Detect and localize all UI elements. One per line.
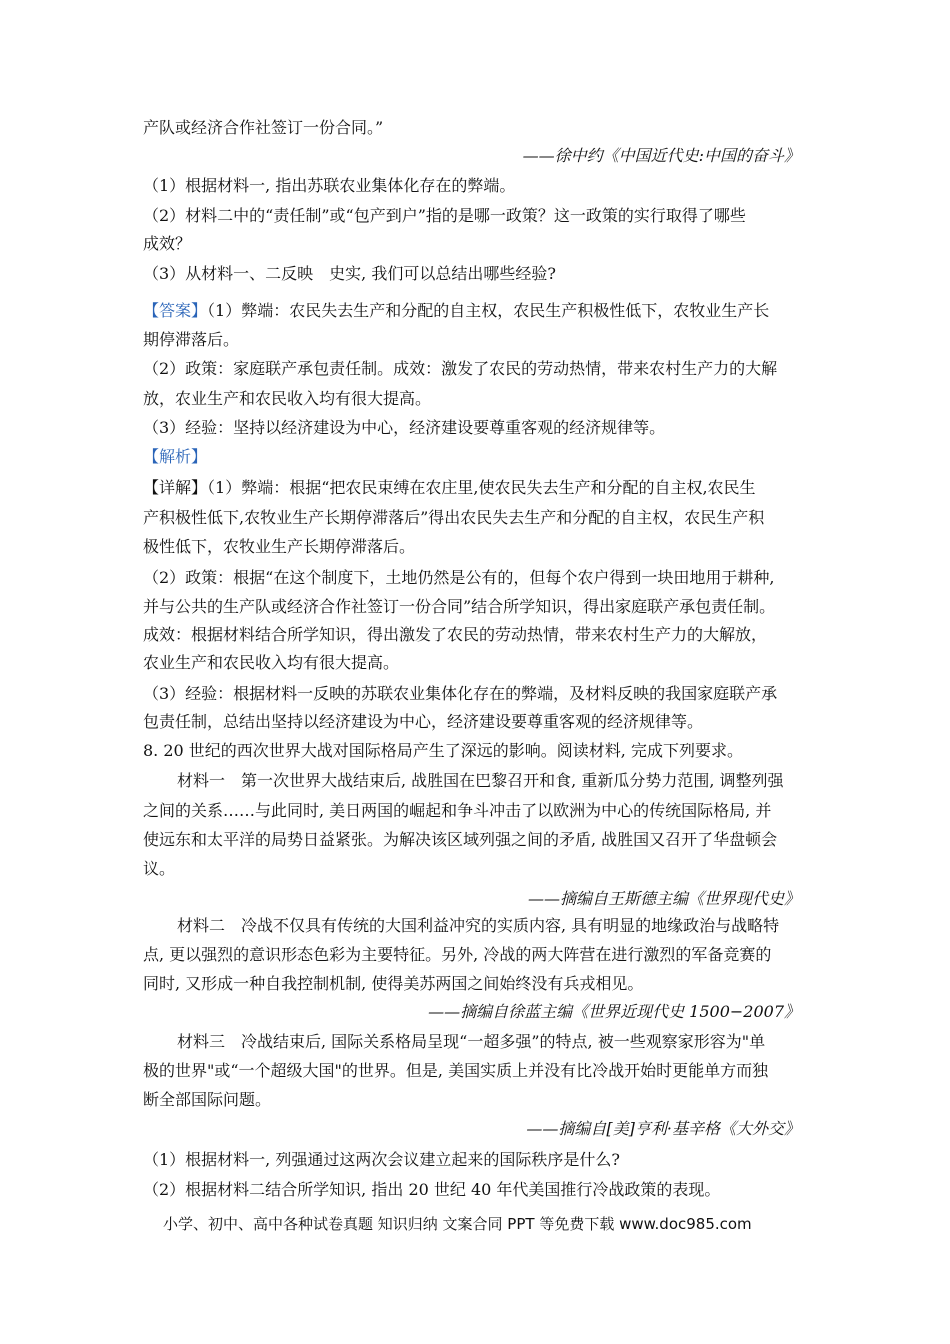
citation: ——摘编自[美]亨利·基辛格《大外交》 [526, 1119, 800, 1138]
text-line: （3）经验：根据材料一反映的苏联农业集体化存在的弊端，及材料反映的我国家庭联产承 [143, 684, 778, 703]
material-text: 断全部国际问题。 [143, 1090, 272, 1109]
detail-label: 【详解】 [143, 478, 208, 497]
text-line: （3）经验：坚持以经济建设为中心，经济建设要尊重客观的经济规律等。 [143, 418, 666, 437]
text-line: 包责任制，总结出坚持以经济建设为中心，经济建设要尊重客观的经济规律等。 [143, 712, 704, 731]
material-text: 极的世界"或“一个超级大国"的世界。但是, 美国实质上并没有比冷战开始时更能单方而独 [143, 1061, 769, 1080]
answer-label: 【答案】 [143, 301, 208, 320]
question: （1）根据材料一, 列强通过这两次会议建立起来的国际秩序是什么? [143, 1150, 620, 1169]
question: （2）根据材料二结合所学知识, 指出 20 世纪 40 年代美国推行冷战政策的表现。 [143, 1180, 721, 1199]
material-text: 材料三 冷战结束后, 国际关系格局呈现“一超多强”的特点, 被一些观察家形容为"单 [177, 1032, 766, 1051]
material-text: 之间的关系……与此同时, 美日两国的崛起和争斗冲击了以欧洲为中心的传统国际格局, 并 [143, 801, 772, 820]
material-text: 使远东和太平洋的局势日益紧张。为解决该区域列强之间的矛盾, 战胜国又召开了华盘顿会 [143, 830, 778, 849]
answer-line [143, 301, 813, 321]
material-text: 议。 [143, 859, 176, 878]
question: （3）从材料一、二反映 史实, 我们可以总结出哪些经验? [143, 264, 556, 283]
text-line: 产队或经济合作社签订一份合同。” [143, 118, 384, 137]
text-line: 产积极性低下,农牧业生产长期停滞落后”得出农民失去生产和分配的自主权，农民生产积 [143, 508, 765, 527]
question: （1）根据材料一, 指出苏联农业集体化存在的弊端。 [143, 176, 516, 195]
material-text: 点, 更以强烈的意识形态色彩为主要特征。另外, 冷战的两大阵营在进行激烈的军备竞赛的 [143, 945, 772, 964]
analysis-label-line [143, 447, 813, 467]
material-text: 同时, 又形成一种自我控制机制, 使得美苏两国之间始终没有兵戎相见。 [143, 974, 644, 993]
detail-line [143, 478, 813, 498]
citation: ——徐中约《中国近代史:中国的奋斗》 [522, 146, 800, 165]
text-line: 农业生产和农民收入均有很大提高。 [143, 653, 400, 672]
question: （2）材料二中的“责任制”或“包产到户”指的是哪一政策？这一政策的实行取得了哪些 [143, 206, 746, 225]
text-line: 极性低下，农牧业生产长期停滞落后。 [143, 537, 416, 556]
citation: ——摘编自徐蓝主编《世界近现代史 1500−2007》 [428, 1002, 800, 1021]
footer-text: 小学、初中、高中各种试卷真题 知识归纳 文案合同 PPT 等免费下载 www.doc985.com [163, 1215, 752, 1233]
detail-text: （1）弊端：根据“把农民束缚在农庄里,使农民失去生产和分配的自主权,农民生 [207, 478, 756, 497]
material-text: 材料一 第一次世界大战结束后, 战胜国在巴黎召开和食, 重新瓜分势力范围, 调整列强 [177, 771, 784, 790]
citation: ——摘编自王斯德主编《世界现代史》 [527, 889, 800, 908]
text-line: 成效：根据材料结合所学知识，得出激发了农民的劳动热情，带来农村生产力的大解放， [143, 625, 768, 644]
answer-text: （1）弊端：农民失去生产和分配的自主权，农民生产积极性低下，农牧业生产长 [207, 301, 770, 320]
text-line: （2）政策：家庭联产承包责任制。成效：激发了农民的劳动热情，带来农村生产力的大解 [143, 359, 778, 378]
material-text: 材料二 冷战不仅具有传统的大国利益冲究的实质内容, 具有明显的地缘政治与战略特 [177, 916, 780, 935]
text-line: 期停滞落后。 [143, 330, 240, 349]
text-line: （2）政策：根据“在这个制度下，土地仍然是公有的，但每个农户得到一块田地用于耕种, [143, 568, 775, 587]
text-line: 放，农业生产和农民收入均有很大提高。 [143, 389, 432, 408]
text-line: 并与公共的生产队或经济合作社签订一份合同”结合所学知识，得出家庭联产承包责任制。 [143, 597, 776, 616]
question-heading: 8. 20 世纪的西次世界大战对国际格局产生了深远的影响。阅读材料, 完成下列要求。 [143, 741, 743, 760]
text-line: 成效？ [143, 234, 192, 253]
analysis-label: 【解析】 [143, 447, 208, 466]
